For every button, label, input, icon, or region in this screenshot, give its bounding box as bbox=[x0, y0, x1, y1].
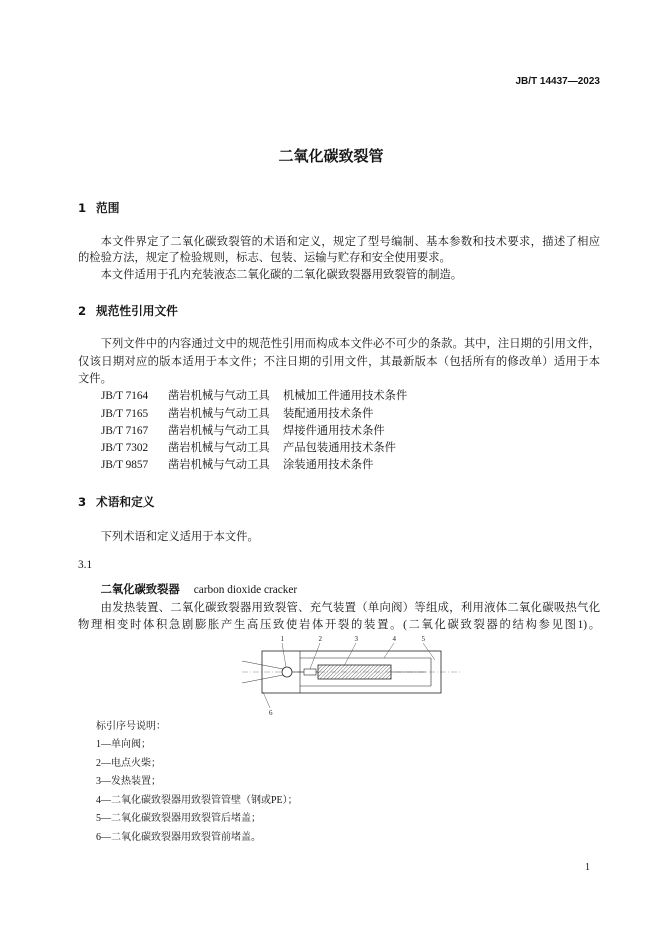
section-number: 2 bbox=[78, 303, 87, 318]
normative-references-body bbox=[78, 336, 600, 474]
reference-series: 凿岩机械与气动工具 bbox=[168, 407, 270, 420]
legend-item: 5—二氧化碳致裂器用致裂管后堵盖； bbox=[96, 813, 261, 825]
reference-subject: 涂装通用技术条件 bbox=[283, 459, 374, 472]
section-heading-normative-references bbox=[78, 303, 178, 320]
section-title: 术语和定义 bbox=[96, 494, 155, 509]
definition-line: 由发热装置、二氧化碳致裂器用致裂管、充气装置（单向阀）等组成，利用液体二氧化碳吸热气化 bbox=[100, 601, 600, 614]
reference-code: JB/T 9857 bbox=[101, 459, 149, 472]
legend-item: 1—单向阀； bbox=[96, 739, 151, 751]
inlet-line-lower bbox=[242, 675, 283, 683]
reference-code: JB/T 7165 bbox=[101, 407, 149, 420]
term-number: 3.1 bbox=[78, 558, 93, 571]
legend-item: 6—二氧化碳致裂器用致裂管前堵盖。 bbox=[96, 831, 261, 843]
references-paragraph-line: 仅该日期对应的版本适用于本文件；不注日期的引用文件，其最新版本（包括所有的修改单）适用于本 bbox=[78, 355, 600, 368]
reference-subject: 产品包装通用技术条件 bbox=[283, 442, 396, 455]
terms-intro bbox=[78, 529, 600, 546]
definition-line: 物理相变时体积急剧膨胀产生高压致使岩体开裂的装置。(二氧化碳致裂器的结构参见图1)。 bbox=[78, 619, 600, 632]
term-entry-number bbox=[78, 557, 600, 574]
scope-paragraph-line: 本文件界定了二氧化碳致裂管的术语和定义，规定了型号编制、基本参数和技术要求，描述了相应 bbox=[100, 235, 600, 248]
legend-item: 3—发热装置； bbox=[96, 776, 161, 788]
reference-entry bbox=[78, 388, 600, 405]
leader-line-3 bbox=[344, 643, 356, 666]
scope-body bbox=[78, 234, 600, 284]
reference-series: 凿岩机械与气动工具 bbox=[168, 459, 270, 472]
legend-item: 2—电点火柴； bbox=[96, 757, 161, 769]
reference-subject: 装配通用技术条件 bbox=[283, 407, 374, 420]
page-number: 1 bbox=[585, 862, 590, 873]
document-title: 二氧化碳致裂管 bbox=[278, 147, 384, 165]
callout-5: 5 bbox=[421, 635, 425, 643]
reference-series: 凿岩机械与气动工具 bbox=[168, 390, 270, 403]
inlet-line-upper bbox=[242, 661, 283, 669]
callout-6: 6 bbox=[269, 709, 273, 717]
callout-2: 2 bbox=[318, 635, 322, 643]
reference-series: 凿岩机械与气动工具 bbox=[168, 442, 270, 455]
term-english: carbon dioxide cracker bbox=[193, 584, 298, 597]
leader-line-4 bbox=[384, 643, 394, 658]
leader-line-1 bbox=[282, 643, 286, 667]
reference-subject: 机械加工件通用技术条件 bbox=[283, 390, 408, 403]
section-title: 范围 bbox=[96, 200, 120, 215]
section-number: 3 bbox=[78, 494, 87, 509]
reference-entry bbox=[78, 423, 600, 440]
reference-entry bbox=[78, 457, 600, 474]
references-paragraph-line: 文件。 bbox=[78, 372, 112, 385]
section-title: 规范性引用文件 bbox=[96, 303, 178, 318]
callout-4: 4 bbox=[392, 635, 396, 643]
heating-device bbox=[318, 665, 391, 679]
one-way-valve bbox=[282, 667, 292, 677]
legend-title: 标引序号说明： bbox=[96, 720, 166, 732]
reference-code: JB/T 7302 bbox=[101, 442, 149, 455]
electric-igniter bbox=[304, 669, 316, 675]
cracker-structure-figure bbox=[236, 630, 466, 718]
term-chinese: 二氧化碳致裂器 bbox=[100, 583, 180, 597]
terms-intro-line: 下列术语和定义适用于本文件。 bbox=[100, 530, 259, 543]
section-heading-terms bbox=[78, 494, 154, 511]
reference-entry bbox=[78, 406, 600, 423]
callout-1: 1 bbox=[280, 635, 284, 643]
references-paragraph-line: 下列文件中的内容通过文中的规范性引用而构成本文件必不可少的条款。其中，注日期的引用文件， bbox=[100, 338, 600, 351]
section-heading-scope bbox=[78, 200, 119, 217]
term-line bbox=[78, 581, 600, 600]
reference-subject: 焊接件通用技术条件 bbox=[283, 424, 385, 437]
leader-line-5 bbox=[423, 643, 435, 660]
scope-paragraph-line: 的检验方法，规定了检验规则，标志、包装、运输与贮存和安全使用要求。 bbox=[78, 252, 451, 265]
figure-legend bbox=[96, 718, 298, 848]
section-number: 1 bbox=[78, 200, 87, 215]
reference-code: JB/T 7167 bbox=[101, 424, 149, 437]
reference-entry bbox=[78, 440, 600, 457]
callout-3: 3 bbox=[354, 635, 358, 643]
reference-code: JB/T 7164 bbox=[101, 390, 149, 403]
term-entry bbox=[78, 581, 600, 635]
leader-line-6 bbox=[263, 692, 270, 708]
legend-item: 4—二氧化碳致裂器用致裂管管壁（钢或PE）； bbox=[96, 794, 298, 806]
reference-series: 凿岩机械与气动工具 bbox=[168, 424, 270, 437]
scope-paragraph-line: 本文件适用于孔内充装液态二氧化碳的二氧化碳致裂器用致裂管的制造。 bbox=[100, 268, 463, 281]
document-number: JB/T 14437—2023 bbox=[515, 76, 600, 87]
